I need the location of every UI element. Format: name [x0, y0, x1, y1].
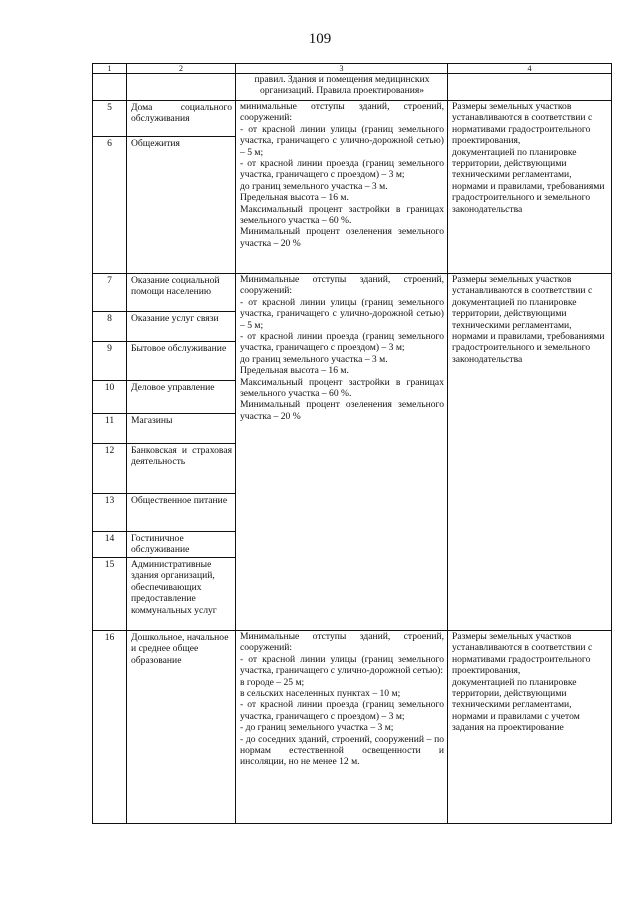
- row-number: 5: [93, 101, 127, 137]
- use-name: Общежития: [127, 137, 236, 274]
- row-number: 16: [93, 631, 127, 824]
- page-number: 109: [308, 31, 332, 47]
- requirements-cell: Размеры земельных участков устанавливаются в соответствии с нормативами градостроительного проектирования, документацией по планировке территории, действующими техническими регламентами, нормами и правилами с учетом задания на проектирование: [448, 631, 612, 824]
- use-name: Гостиничное обслуживание: [127, 532, 236, 558]
- continuation-row: [93, 74, 612, 101]
- row-number: 14: [93, 532, 127, 558]
- header-row: [93, 64, 612, 74]
- header-col-3: 3: [236, 64, 448, 74]
- use-name: Магазины: [127, 414, 236, 444]
- header-col-2: 2: [127, 64, 236, 74]
- parameters-cell: минимальные отступы зданий, строений, сооружений: - от красной линии улицы (границ земельного участка, граничащего с улично-дорожной сетью) – 5 м; - от красной линии проезда (границ земельного участка, граничащего с проездом) – 3 м; до границ земельного участка – 3 м. Предельная высота – 16 м. Максимальный процент застройки в границах земельного участка – 60 %. Минимальный процент озеленения земельного участка – 20 %: [236, 101, 448, 274]
- row-number: 9: [93, 342, 127, 381]
- row-number: 6: [93, 137, 127, 274]
- row-number: 10: [93, 381, 127, 414]
- requirements-cell: Размеры земельных участков устанавливаются в соответствии с нормативами градостроительного проектирования, документацией по планировке территории, действующими техническими регламентами, нормами и правилами, требованиями градостроительного и земельного законодательства: [448, 101, 612, 274]
- parameters-cell: Минимальные отступы зданий, строений, сооружений: - от красной линии улицы (границ земельного участка, граничащего с улично-дорожной сетью) – 5 м; - от красной линии проезда (границ земельного участка, граничащего с проездом) – 3 м; до границ земельного участка – 3 м. Предельная высота – 16 м. Максимальный процент застройки в границах земельного участка – 60 %. Минимальный процент озеленения земельного участка – 20 %: [236, 274, 448, 631]
- use-name: Оказание услуг связи: [127, 312, 236, 342]
- parameters-cell: Минимальные отступы зданий, строений, сооружений: - от красной линии улицы (границ земельного участка, граничащего с улично-дорожной сетью): в городе – 25 м; в сельских населенных пунктах – 10 м; - от красной линии проезда (границ земельного участка, граничащего с проездом) – 3 м; - до границ земельного участка – 3 м; - до соседних зданий, строений, сооружений – по нормам естественной освещенности и инсоляции, но не менее 12 м.: [236, 631, 448, 824]
- row-number: 15: [93, 558, 127, 631]
- use-name: Банковская и страховая деятельность: [127, 444, 236, 494]
- use-name: Дошкольное, начальное и среднее общее образование: [127, 631, 236, 824]
- table-row: [93, 101, 612, 137]
- continuation-text: правил. Здания и помещения медицинских организаций. Правила проектирования»: [236, 74, 448, 101]
- row-number: 7: [93, 274, 127, 312]
- row-number: 8: [93, 312, 127, 342]
- use-name: Оказание социальной помощи населению: [127, 274, 236, 312]
- use-name: Дома социального обслуживания: [127, 101, 236, 137]
- use-name: Административные здания организаций, обеспечивающих предоставление коммунальных услуг: [127, 558, 236, 631]
- row-number: 12: [93, 444, 127, 494]
- table-row: [93, 631, 612, 824]
- header-col-4: 4: [448, 64, 612, 74]
- use-name: Бытовое обслуживание: [127, 342, 236, 381]
- row-number: 11: [93, 414, 127, 444]
- zoning-table: [92, 63, 612, 824]
- use-name: Общественное питание: [127, 494, 236, 532]
- requirements-cell: Размеры земельных участков устанавливаются в соответствии с документацией по планировке территории, действующими техническими регламентами, нормами и правилами, требованиями градостроительного и земельного законодательства: [448, 274, 612, 631]
- row-number: 13: [93, 494, 127, 532]
- header-col-1: 1: [93, 64, 127, 74]
- table-row: [93, 274, 612, 312]
- use-name: Деловое управление: [127, 381, 236, 414]
